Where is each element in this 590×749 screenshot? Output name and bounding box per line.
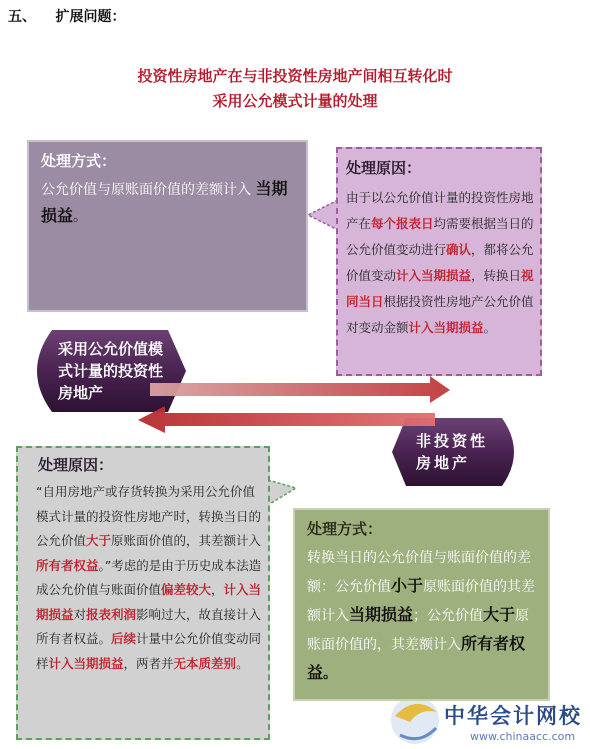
rb-text-9: 。	[236, 655, 249, 671]
rb-highlight-6: 后续	[111, 631, 137, 646]
mb-bold-2: 当期损益	[349, 605, 414, 624]
title-line-2: 采用公允模式计量的处理	[212, 92, 378, 110]
rb-highlight-4: 计入当期损益	[36, 582, 262, 622]
rb-text-6: 影响过大，故直接计入所有者权益。	[36, 606, 262, 646]
mb-text-4: 原账面价值的，其差额计入	[307, 608, 530, 653]
method-box-bottom	[293, 508, 550, 701]
rb-highlight-5: 报表利润	[86, 606, 137, 622]
method-text	[41, 176, 296, 230]
reason-text-2: 均需要根据当日的公允价值变动进行	[346, 216, 534, 257]
callout-pointer-bottom-left	[268, 480, 296, 505]
mb-bold-3: 大于	[483, 605, 516, 624]
method-heading: 处理方式：	[41, 152, 117, 170]
watermark-name: 中华会计网校	[444, 704, 582, 728]
mb-text-1: 转换当日的公允价值与账面价值的差额：公允价值	[307, 550, 531, 595]
method-text-end: 。	[73, 209, 88, 225]
method-bottom-text	[307, 544, 543, 688]
reason-heading: 处理原因：	[346, 159, 422, 177]
method-box-top	[27, 140, 308, 312]
rb-highlight-3: 偏差较大	[161, 582, 212, 597]
reason-box-bottom	[16, 446, 270, 740]
method-bottom-heading: 处理方式：	[307, 520, 383, 538]
mb-text-2: 原账面价值的其差额计入	[307, 579, 536, 624]
mb-text-5: 。	[323, 666, 338, 682]
watermark-url: www.chinaacc.com	[470, 730, 576, 743]
reason-text-6: 。	[483, 320, 497, 335]
arrow-right	[150, 376, 450, 403]
rb-text-7: 计量中公允价值变动同样	[36, 631, 262, 671]
rb-text-5: 对	[73, 606, 87, 622]
reason-highlight-1: 每个报表日	[371, 216, 434, 231]
rb-text-1: “自用房地产或存货转换为采用公允价值模式计量的投资性房地产时，转换当日的公允价值	[36, 484, 262, 548]
mb-bold-1: 小于	[391, 576, 424, 595]
reason-box-top	[336, 147, 542, 376]
rb-highlight-7: 计入当期损益	[48, 655, 124, 671]
right-entity-label: 非投资性房地产	[416, 432, 489, 472]
reason-text-1: 由于以公允价值计量的投资性房地产在	[346, 190, 534, 231]
section-heading: 五、 扩展问题：	[8, 9, 126, 25]
reason-text-5: 根据投资性房地产公允价值对变动金额	[346, 294, 534, 335]
title-line-1: 投资性房地产在与非投资性房地产间相互转化时	[137, 67, 453, 85]
reason-highlight-3: 计入当期损益	[396, 268, 472, 283]
rb-highlight-8: 无本质差别	[173, 655, 237, 671]
reason-text-4: ，转换日	[471, 268, 522, 283]
arrow-left	[138, 406, 435, 433]
method-text-bold: 当期损益	[41, 179, 288, 225]
rb-highlight-1: 大于	[86, 533, 112, 548]
reason-bottom-text	[36, 480, 262, 676]
reason-text	[346, 185, 536, 341]
reason-bottom-heading: 处理原因：	[38, 456, 114, 474]
reason-highlight-5: 计入当期损益	[408, 320, 484, 335]
watermark-logo-icon	[391, 696, 439, 744]
left-entity-label: 采用公允价值模式计量的投资性房地产	[58, 340, 164, 402]
rb-text-2: 原账面价值的，其差额计入	[111, 533, 262, 548]
callout-pointer-top-right	[308, 200, 338, 230]
rb-text-4: ，	[211, 582, 224, 597]
method-text-plain: 公允价值与原账面价值的差额计入	[41, 182, 251, 198]
reason-highlight-4: 视同当日	[346, 268, 534, 309]
reason-highlight-2: 确认	[446, 242, 472, 257]
mb-text-3: ；公允价值	[413, 608, 484, 624]
rb-highlight-2: 所有者权益	[36, 557, 99, 573]
mb-bold-4: 所有者权益	[307, 634, 526, 682]
reason-text-3: ，都将公允价值变动	[346, 242, 534, 283]
rb-text-3: 。”考虑的是由于历史成本法造成公允价值与账面价值	[36, 557, 262, 597]
rb-text-8: ，两者并	[123, 655, 174, 671]
